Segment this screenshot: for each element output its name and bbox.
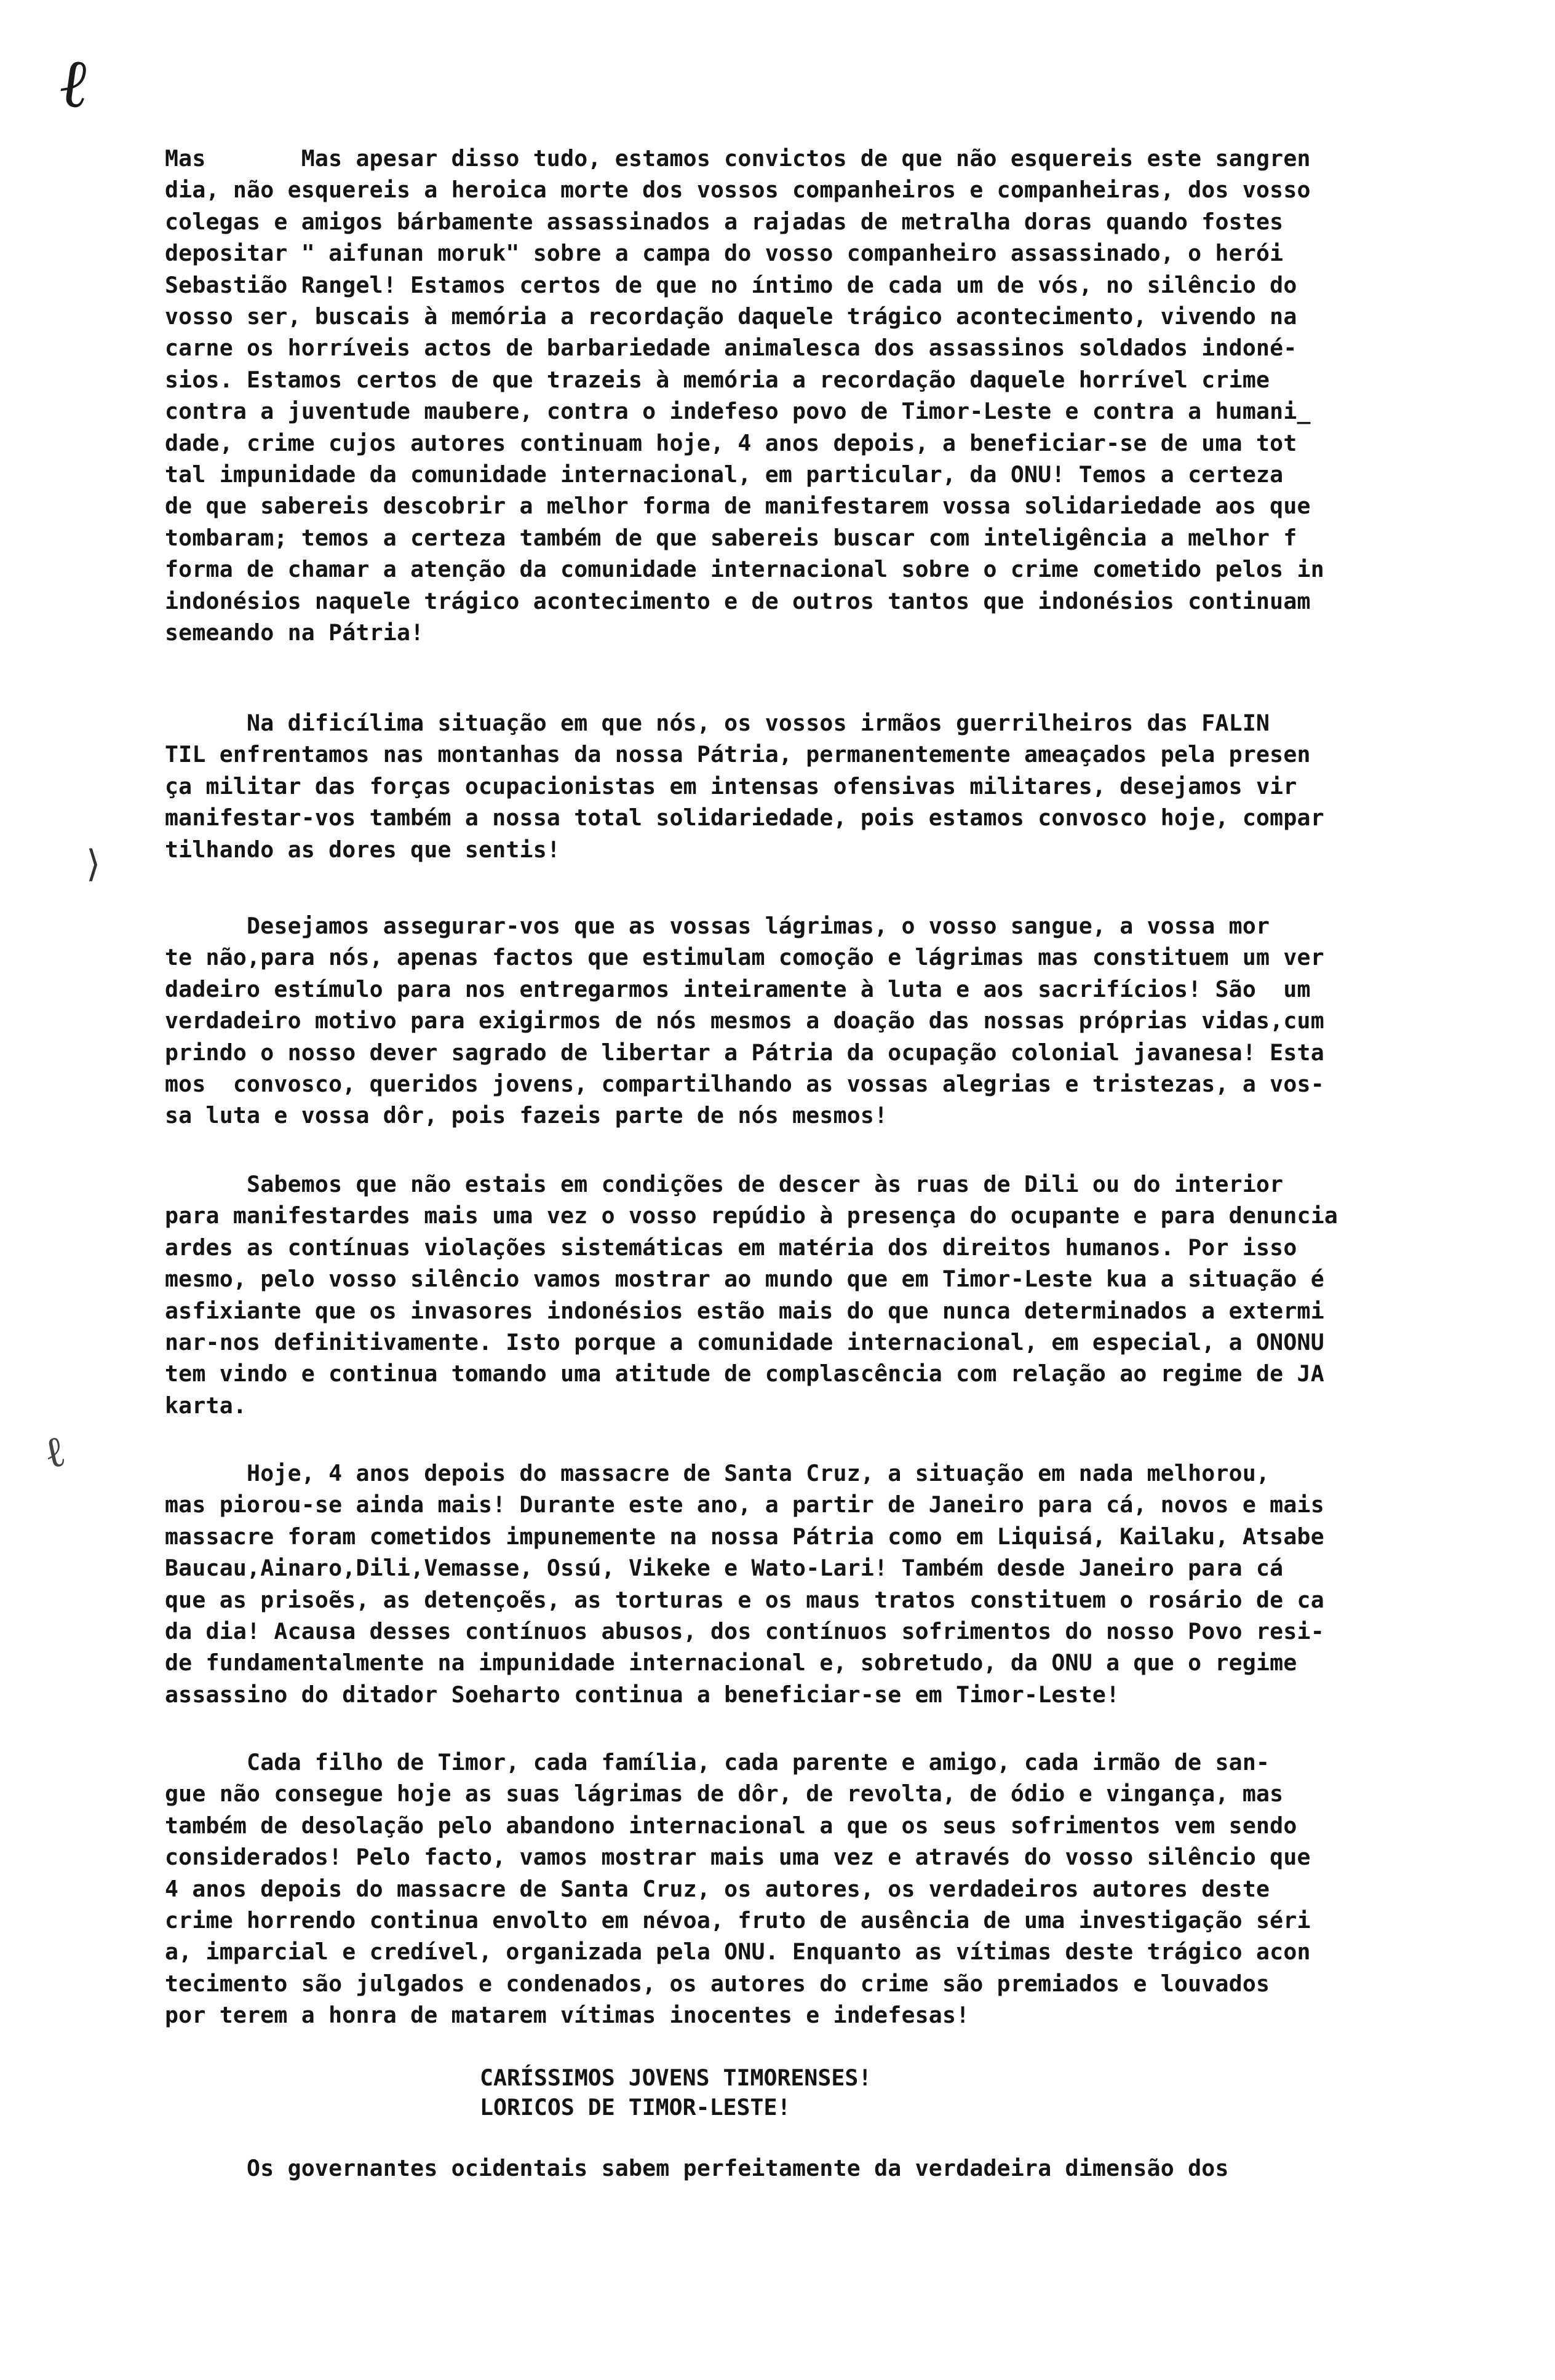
margin-mark-top: ℓ xyxy=(56,41,93,124)
paragraph-6: Cada filho de Timor, cada família, cada parente e amigo, cada irmão de san- gue não consegue hoje as suas lágrimas de dôr, de revolta, de ódio e vingança, mas também de desolação pelo abandono internacional a que os seus sofrimentos vem sendo considerados! Pelo facto, vamos mostrar mais uma vez e através do vosso silêncio que 4 anos depois do massacre de Santa Cruz, os autores, os verdadeiros autores deste crime horrendo continua envolto em névoa, fruto de ausência de uma investigação séri a, imparcial e credível, organizada pela ONU. Enquanto as vítimas deste trágico acon tecimento são julgados e condenados, os autores do crime são premiados e louvados por terem a honra de matarem vítimas inocentes e indefesas! xyxy=(165,1749,1311,2029)
margin-mark-lower: ℓ xyxy=(39,1425,70,1479)
final-line: Os governantes ocidentais sabem perfeitamente da verdadeira dimensão dos xyxy=(165,2155,1229,2181)
paragraph-4: Sabemos que não estais em condições de descer às ruas de Dili ou do interior para manifestardes mais uma vez o vosso repúdio à presença do ocupante e para denuncia ardes as contínuas violações sistemáticas em matéria dos direitos humanos. Por isso mesmo, pelo vosso silêncio vamos mostrar ao mundo que em Timor-Leste kua a situação é asfixiante que os invasores indonésios estão mais do que nunca determinados a extermi nar-nos definitivamente. Isto porque a comunidade internacional, em especial, a ONONU tem vindo e continua tomando uma atitude de complascência com relação ao regime de JA karta. xyxy=(165,1171,1338,1419)
salutation-line-1: CARÍSSIMOS JOVENS TIMORENSES! xyxy=(480,2065,872,2091)
margin-mark-middle: ⟩ xyxy=(86,843,101,886)
paragraph-1: Mas Mas apesar disso tudo, estamos convictos de que não esquereis este sangren dia, não esquereis a heroica morte dos vossos companheiros e companheiras, dos vosso colegas e amigos bárbamente assassinados a rajadas de metralha doras quando fostes depositar " aifunan moruk" sobre a campa do vosso companheiro assassinado, o herói Sebastião Rangel! Estamos certos de que no íntimo de cada um de vós, no silêncio do vosso ser, buscais à memória a recordação daquele trágico acontecimento, vivendo na carne os horríveis actos de barbariedade animalesca dos assassinos soldados indoné- sios. Estamos certos de que trazeis à memória a recordação daquele horrível crime contra a juventude maubere, contra o indefeso povo de Timor-Leste e contra a humani_ dade, crime cujos autores continuam hoje, 4 anos depois, a beneficiar-se de uma tot tal impunidade da comunidade internacional, em particular, da ONU! Temos a certeza de que sabereis descobrir a melhor forma de manifestarem vossa solidariedade aos que tombaram; temos a certeza também de que sabereis buscar com inteligência a melhor f forma de chamar a atenção da comunidade internacional sobre o crime cometido pelos in indonésios naquele trágico acontecimento e de outros tantos que indonésios continuam semeando na Pátria! xyxy=(165,145,1324,646)
paragraph-2: Na dificílima situação em que nós, os vossos irmãos guerrilheiros das FALIN TIL enfrentamos nas montanhas da nossa Pátria, permanentemente ameaçados pela presen ça militar das forças ocupacionistas em intensas ofensivas militares, desejamos vir manifestar-vos também a nossa total solidariedade, pois estamos convosco hoje, compar tilhando as dores que sentis! xyxy=(165,710,1324,863)
paragraph-3: Desejamos assegurar-vos que as vossas lágrimas, o vosso sangue, a vossa mor te não,para nós, apenas factos que estimulam comoção e lágrimas mas constituem um ver dadeiro estímulo para nos entregarmos inteiramente à luta e aos sacrifícios! São um verdadeiro motivo para exigirmos de nós mesmos a doação das nossas próprias vidas,cum prindo o nosso dever sagrado de libertar a Pátria da ocupação colonial javanesa! Esta mos convosco, queridos jovens, compartilhando as vossas alegrias e tristezas, a vos- sa luta e vossa dôr, pois fazeis parte de nós mesmos! xyxy=(165,913,1324,1129)
paragraph-5: Hoje, 4 anos depois do massacre de Santa Cruz, a situação em nada melhorou, mas piorou-se ainda mais! Durante este ano, a partir de Janeiro para cá, novos e mais massacre foram cometidos impunemente na nossa Pátria como em Liquisá, Kailaku, Atsabe Baucau,Ainaro,Dili,Vemasse, Ossú, Vikeke e Wato-Lari! Também desde Janeiro para cá que as prisoẽs, as detençoẽs, as torturas e os maus tratos constituem o rosário de ca da dia! Acausa desses contínuos abusos, dos contínuos sofrimentos do nosso Povo resi- de fundamentalmente na impunidade internacional e, sobretudo, da ONU a que o regime assassino do ditador Soeharto continua a beneficiar-se em Timor-Leste! xyxy=(165,1460,1324,1708)
salutation-line-2: LORICOS DE TIMOR-LESTE! xyxy=(480,2094,791,2120)
